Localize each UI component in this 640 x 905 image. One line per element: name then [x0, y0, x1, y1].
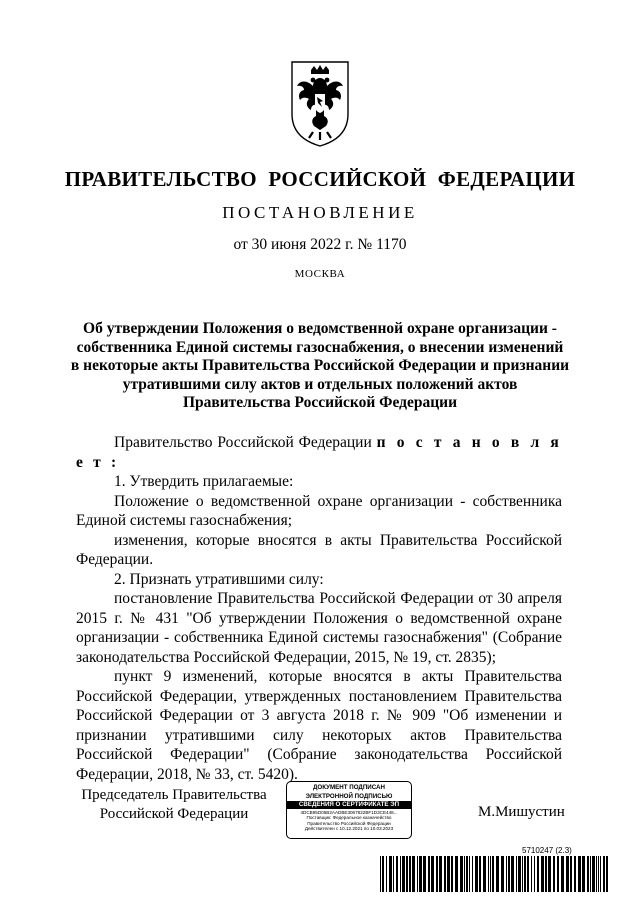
- paragraph-4: 2. Признать утратившими силу:: [114, 570, 324, 588]
- paragraph-2: Положение о ведомственной охране организации - собственника Единой системы газоснабжения;: [76, 492, 562, 529]
- stamp-banner: СВЕДЕНИЯ О СЕРТИФИКАТЕ ЭП: [287, 801, 411, 809]
- stamp-owner: Правительство Российской Федерации: [307, 820, 391, 826]
- signatory-name: М.Мишустин: [478, 804, 565, 820]
- electronic-signature-stamp: [286, 781, 412, 839]
- paragraph-1: 1. Утвердить прилагаемые:: [114, 473, 294, 490]
- stamp-line: ДОКУМЕНТ ПОДПИСАН: [313, 784, 385, 791]
- coat-of-arms-icon: [287, 58, 353, 148]
- paragraph-6: пункт 9 изменений, которые вносятся в акты Правительства Российской Федерации, утвержденных постановлением Правительства Российской Федерации от 3 августа 2018 г. № 909 "Об изменении и признании утратившими силу некоторых актов Правительства Российской Федерации" (Собрание законодательства Российской Федерации, 2018, № 33, ст. 5420).: [76, 668, 562, 783]
- intro-paragraph: [76, 433, 562, 472]
- date-and-number: от 30 июня 2022 г. № 1170: [233, 236, 407, 253]
- city: МОСКВА: [294, 268, 346, 280]
- heading-line: утратившими силу актов и отдельных положений актов: [122, 375, 518, 393]
- government-title: ПРАВИТЕЛЬСТВО РОССИЙСКОЙ ФЕДЕРАЦИИ: [64, 167, 576, 191]
- heading-line: Об утверждении Положения о ведомственной охране организации -: [83, 320, 557, 337]
- document-type: ПОСТАНОВЛЕНИЕ: [222, 203, 418, 222]
- document-body: [76, 433, 562, 784]
- heading-line: в некоторые акты Правительства Российской Федерации и признании: [70, 357, 570, 374]
- resolves-word: п о с т а н о в л я е т :: [76, 434, 562, 471]
- intro-text: Правительство Российской Федерации: [114, 434, 377, 451]
- document-heading: [70, 320, 570, 413]
- heading-line: собственника Единой системы газоснабжения, о внесении изменений: [76, 338, 564, 356]
- barcode-icon: [380, 856, 612, 892]
- stamp-validity: Действителен с 10.12.2021 по 10.03.2023: [304, 826, 394, 832]
- stamp-cert: 4DCB95D05B2AADBE3067822BF1D3CE448...: [300, 810, 398, 815]
- position-line: Российской Федерации: [99, 805, 249, 822]
- position-line: Председатель Правительства: [81, 787, 267, 803]
- paragraph-3: изменения, которые вносятся в акты Правительства Российской Федерации.: [76, 531, 562, 568]
- signatory-position: [76, 786, 272, 823]
- heading-line: Правительства Российской Федерации: [182, 394, 458, 411]
- document-code: 5710247 (2.3): [522, 846, 572, 855]
- stamp-line: ЭЛЕКТРОННОЙ ПОДПИСЬЮ: [305, 793, 393, 800]
- stamp-issuer: Поставщик: Федеральное казначейство: [306, 815, 392, 821]
- paragraph-5: постановление Правительства Российской Федерации от 30 апреля 2015 г. № 431 "Об утверждении Положения о ведомственной охране организации - собственника Единой системы газоснабжения" (Собрание законодательства Российской Федерации, 2015, № 19, ст. 2835);: [76, 590, 562, 666]
